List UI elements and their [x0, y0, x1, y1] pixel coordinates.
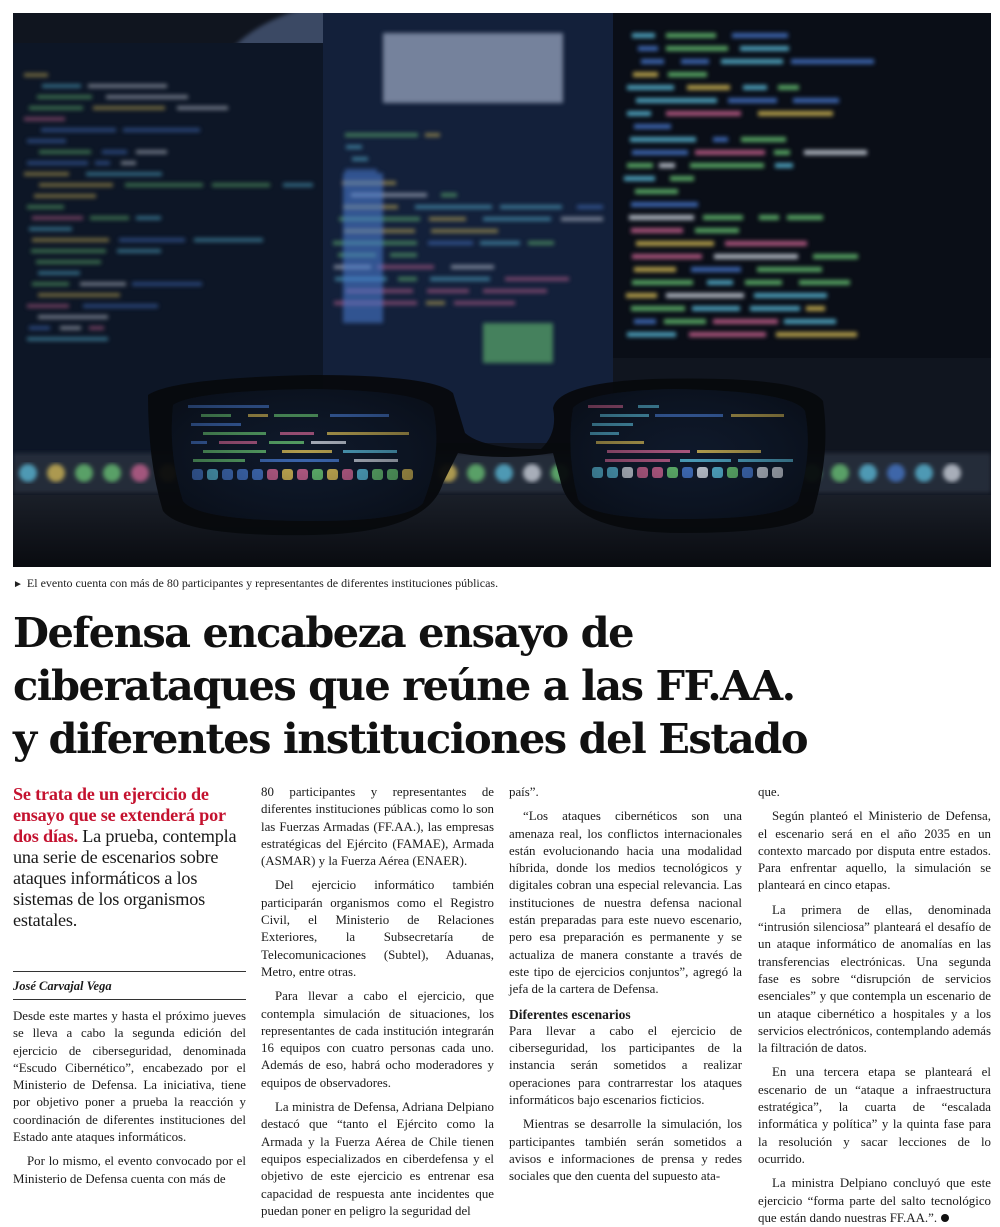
body-paragraph-final — [758, 1175, 991, 1227]
eyeglasses-over-code-screens-photo — [13, 13, 991, 567]
body-paragraph: “Los ataques cibernéticos son una amenaza real, los conflictos internacionales están evolucionando hacia una modalidad híbrida, donde los medios tecnológicos y digitales cobran una especial relevancia. Las instituciones de nuestra defensa nacional están preparadas para este nuevo escenario, pero esa preparación es permanente y se actualiza de manera constante a través de este tipo de ejercicios conjuntos”, agregó la jefa de la cartera de Defensa. — [509, 809, 742, 997]
headline-line-1: Defensa encabeza ensayo de — [13, 608, 634, 657]
column-2 — [261, 784, 494, 1220]
headline-line-3: y diferentes instituciones del Estado — [13, 714, 807, 763]
body-paragraph: que. — [758, 785, 780, 799]
body-paragraph: En una tercera etapa se planteará el escenario de un “ataque a infraestructura estratégica”, la cuarta de “escalada informática y política” y la quinta fase para la resolución y sacar lecciones de lo ocurrido. — [758, 1065, 991, 1166]
lead-paragraph — [13, 784, 246, 931]
article-photo — [13, 13, 991, 567]
body-paragraph: Según planteó el Ministerio de Defensa, el escenario será en el año 2035 en un contexto marcado por disputa entre estados. Para enfrentar aquello, la simulación se planteará en cinco etapas. — [758, 809, 991, 893]
byline: José Carvajal Vega — [13, 971, 246, 1000]
article-headline — [13, 606, 988, 765]
body-paragraph: La primera de ellas, denominada “intrusión silenciosa” planteará el desafío de un ataque informático de anomalías en las transferencias electrónicas. Una segunda fase es sobre “disrupción de servicios esenciales” y que contempla un escenario de un ataque cibernético a hospitales y a los servicios electrónicos, contemplando además la filtración de datos. — [758, 902, 991, 1056]
body-paragraph: Para llevar a cabo el ejercicio de ciberseguridad, los participantes de la instancia serán sometidos a realizar operaciones para contrarrestar los ataques informáticos bajo escenarios ficticios. — [509, 1023, 742, 1108]
body-paragraph: Por lo mismo, el evento convocado por el Ministerio de Defensa cuenta con más de — [13, 1154, 246, 1186]
column-1 — [13, 784, 246, 1188]
caption-text: El evento cuenta con más de 80 participantes y representantes de diferentes instituciones públicas. — [26, 576, 499, 590]
section-subhead: Diferentes escenarios — [509, 1006, 631, 1022]
headline-line-2: ciberataques que reúne a las FF.AA. — [13, 661, 795, 710]
caption-marker-icon: ► — [13, 579, 23, 590]
lead-highlight: Se trata de un ejercicio de ensayo que se extenderá por dos días. — [13, 784, 226, 846]
body-paragraph: Desde este martes y hasta el próximo jueves se lleva a cabo la segunda edición del ejercicio de ciberseguridad, denominada “Escudo Cibernético”, encabezado por el Ministerio de Defensa. La iniciativa, tiene por objetivo poner a prueba la reacción y coordinación de diferentes instituciones del Estado ante ataques informáticos. — [13, 1009, 246, 1145]
lead-text: La prueba, contempla una serie de escenarios sobre ataques informáticos a los sistemas de los organismos estatales. — [13, 826, 237, 930]
body-paragraph: Del ejercicio informático también participarán organismos como el Registro Civil, el Ministerio de Relaciones Exteriores, la Subsecretaría de Telecomunicaciones (Subtel), Aduanas, Metro, entre otras. — [261, 878, 494, 979]
body-paragraph: Mientras se desarrolle la simulación, los participantes también serán sometidos a avisos e informaciones de prensa y redes sociales que den cuenta del supuesto ata- — [509, 1117, 742, 1184]
end-mark-icon — [941, 1214, 949, 1222]
body-paragraph: Para llevar a cabo el ejercicio, que contempla simulación de situaciones, los representantes de cada institución integrarán 16 equipos con cuatro personas cada uno. Además de eso, habrá ocho moderadores y equipos de observadores. — [261, 989, 494, 1090]
body-paragraph: La ministra de Defensa, Adriana Delpiano destacó que “tanto el Ejército como la Armada y la Fuerza Aérea de Chile tienen equipos especializados en ciberdefensa y el objetivo de este ejercicio es entrenar esa capacidad de respuesta ante incidentes que puedan poner en peligro la seguridad del — [261, 1100, 494, 1218]
final-text: La ministra Delpiano concluyó que este ejercicio “forma parte del salto tecnológico que están dando nuestras FF.AA.”. — [758, 1176, 991, 1225]
body-paragraph: país”. — [509, 785, 539, 799]
photo-caption — [13, 576, 991, 591]
column-3 — [509, 784, 742, 1186]
column-4 — [758, 784, 991, 1227]
body-paragraph: 80 participantes y representantes de diferentes instituciones públicas como lo son las Fuerzas Armadas (FF.AA.), las empresas estratégicas del Ejército (FAMAE), Armada (ASMAR) y la Fuerza Aérea (ENAER). — [261, 785, 494, 869]
